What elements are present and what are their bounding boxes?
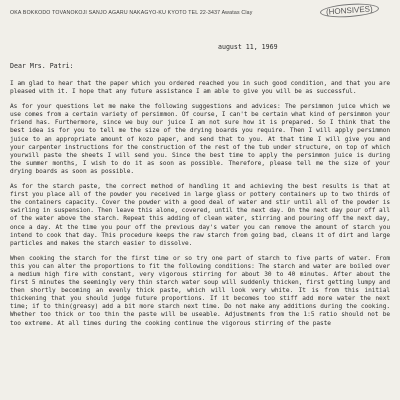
letterhead: OKA BOKKODO TOVANOKOJI SANJO AGARU NAKAGYO-KU KYOTO TEL 22-3437 Awatas Clay bbox=[10, 10, 253, 16]
salutation: Dear Mrs. Patri: bbox=[10, 62, 74, 70]
paragraph-3: As for the starch paste, the correct method of handling it and achieving the best results is that at first you place all of the powder you received in large glass or pottery containers up to two thirds of the containers capacity. Cover the powder with a good deal of water and stir until all of the powder is swirling in suspension. Then leave this alone, covered, until the next day. On the next day pour off all of the water above the starch. Repeat this adding of clean water, stirring and pouring off the next day, once a day. At the time you pour off the previous day's water you can remove the amount of starch you intend to cook that day. This procedure keeps the raw starch from going bad, cleans it of dirt and large particles and makes the starch easier to dissolve. bbox=[10, 183, 390, 247]
paragraph-2: As for your questions let me make the following suggestions and advices: The persimmon juice which we use comes from a certain variety of persimmon. Of course, I can't be certain what kind of persimmon your friend has. Furthermore, since we buy our juice I am not sure how it is prepared. So I think that the best idea is for you to tell me the size of the drying boards you require. Then I will apply persimmon juice to an appropriate amount of kozo paper, and send that to you. At that time I will give you and your carpenter instructions for the construction of the rest of the tub under structure, on top of which yourwill paste the sheets I will send you. Since the best time to apply the persimmon juice is during the summer months, I wish to do it as soon as possible. Therefore, please tell me the size of your drying boards as soon as possible. bbox=[10, 103, 390, 175]
handwritten-note: (HONSIVES) bbox=[320, 2, 379, 19]
letter-body bbox=[10, 80, 390, 335]
letter-date: august 11, 1969 bbox=[218, 43, 278, 51]
paragraph-1: I am glad to hear that the paper which you ordered reached you in such good condition, and that you are pleased with it. I hope that any future assistance I am able to give you will be as successful. bbox=[10, 80, 390, 96]
paragraph-4: When cooking the starch for the first time or so try one part of starch to five parts of water. From this you can alter the proportions to fit the following conditions: The starch and water are boiled over a medium high fire with constant, very vigorous stirring for about 30 to 40 minutes. After about the first 5 minutes the seemingly very thin starch water soup will suddenly thicken, first getting lumpy and then shortly becoming an evenly thick paste, which will look very white. It is from this initial thickening that you should judge future proportions. If it becomes too stiff add more water the next time; if to thin(greasy) add a bit more starch next time. Do not make any additions during the cooking. Whether too thick or too thin the paste will be useable. Adjustments from the 1:5 ratio should not be too extreme. At all times during the cooking continue the vigorous stirring of the paste bbox=[10, 254, 390, 327]
